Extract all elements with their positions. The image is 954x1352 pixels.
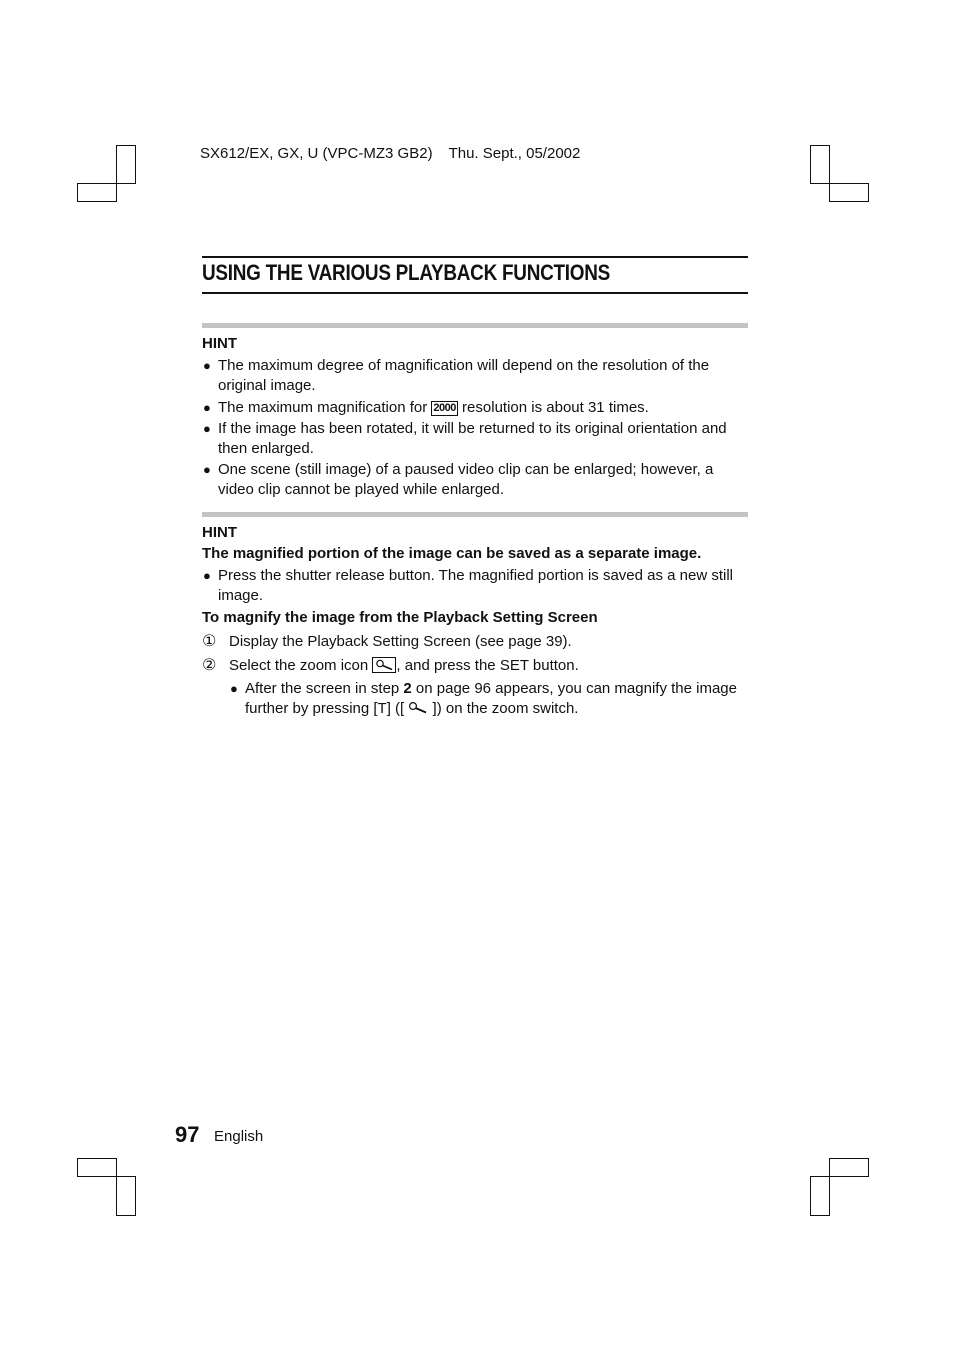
page-title: USING THE VARIOUS PLAYBACK FUNCTIONS <box>202 260 611 285</box>
hint-divider-1 <box>202 323 748 328</box>
crop-mark-tl-h <box>77 183 117 202</box>
list-item-text-before: The maximum magnification for <box>218 399 432 416</box>
bullet-icon: ● <box>203 462 211 477</box>
crop-mark-tl-v <box>116 145 136 184</box>
crop-mark-bl-h <box>77 1158 117 1177</box>
crop-mark-br-h <box>829 1158 869 1177</box>
crop-mark-bl-v <box>116 1176 136 1216</box>
step-text-before: Select the zoom icon <box>229 657 373 674</box>
sub-text-after: ]) on the zoom switch. <box>428 700 579 717</box>
hint-divider-2 <box>202 512 748 517</box>
sub-text-middle: on page 96 appears, you can magnify the image further by pressing [T] ([ <box>245 680 737 717</box>
header-model: SX612/EX, GX, U (VPC-MZ3 GB2) <box>200 145 433 162</box>
hint-label: HINT <box>202 335 237 352</box>
print-header <box>200 145 580 162</box>
list-item <box>202 356 748 396</box>
page-number: 97 <box>175 1122 200 1147</box>
list-item-text: The maximum degree of magnification will depend on the resolution of the original image. <box>218 357 710 394</box>
zoom-magnifier-icon <box>408 701 428 714</box>
bullet-icon: ● <box>203 568 211 583</box>
hint-label: HINT <box>202 524 237 541</box>
list-item <box>202 419 748 459</box>
step-number: ① <box>202 633 217 650</box>
list-item-text: Press the shutter release button. The magnified portion is saved as a new still image. <box>218 567 734 604</box>
page-language: English <box>214 1128 264 1145</box>
zoom-box-icon <box>372 657 396 673</box>
step-1 <box>202 632 748 652</box>
title-rule-top <box>202 256 748 258</box>
sub-text-before: After the screen in step <box>245 680 404 697</box>
resolution-2000-icon: 2000 <box>433 402 456 414</box>
crop-mark-tr-h <box>829 183 869 202</box>
bullet-icon: ● <box>203 358 211 373</box>
bullet-icon: ● <box>203 421 211 436</box>
step-ref: 2 <box>403 680 412 697</box>
hint-subheading: The magnified portion of the image can be saved as a separate image. <box>202 545 702 562</box>
list-item-text-after: resolution is about 31 times. <box>457 399 649 416</box>
list-item <box>202 460 748 500</box>
list-item-text: If the image has been rotated, it will be returned to its original orientation and then enlarged. <box>218 420 727 457</box>
bullet-icon: ● <box>203 400 211 415</box>
title-rule-bottom <box>202 292 748 294</box>
step-text: Display the Playback Setting Screen (see page 39). <box>229 633 572 650</box>
sub-list-item <box>202 679 748 719</box>
procedure-heading: To magnify the image from the Playback Setting Screen <box>202 609 598 626</box>
step-number: ② <box>202 657 217 674</box>
crop-mark-br-v <box>810 1176 830 1216</box>
list-item <box>202 566 748 606</box>
header-date: Thu. Sept., 05/2002 <box>448 145 581 162</box>
crop-mark-tr-v <box>810 145 830 184</box>
hint-section-1 <box>202 334 748 500</box>
hint-section-2 <box>202 523 748 719</box>
step-text-after: , and press the SET button. <box>396 657 579 674</box>
bullet-icon: ● <box>230 681 238 696</box>
step-2 <box>202 656 748 676</box>
list-item-text: One scene (still image) of a paused video clip can be enlarged; however, a video clip cannot be played while enlarged. <box>218 461 714 498</box>
list-item <box>202 398 748 418</box>
